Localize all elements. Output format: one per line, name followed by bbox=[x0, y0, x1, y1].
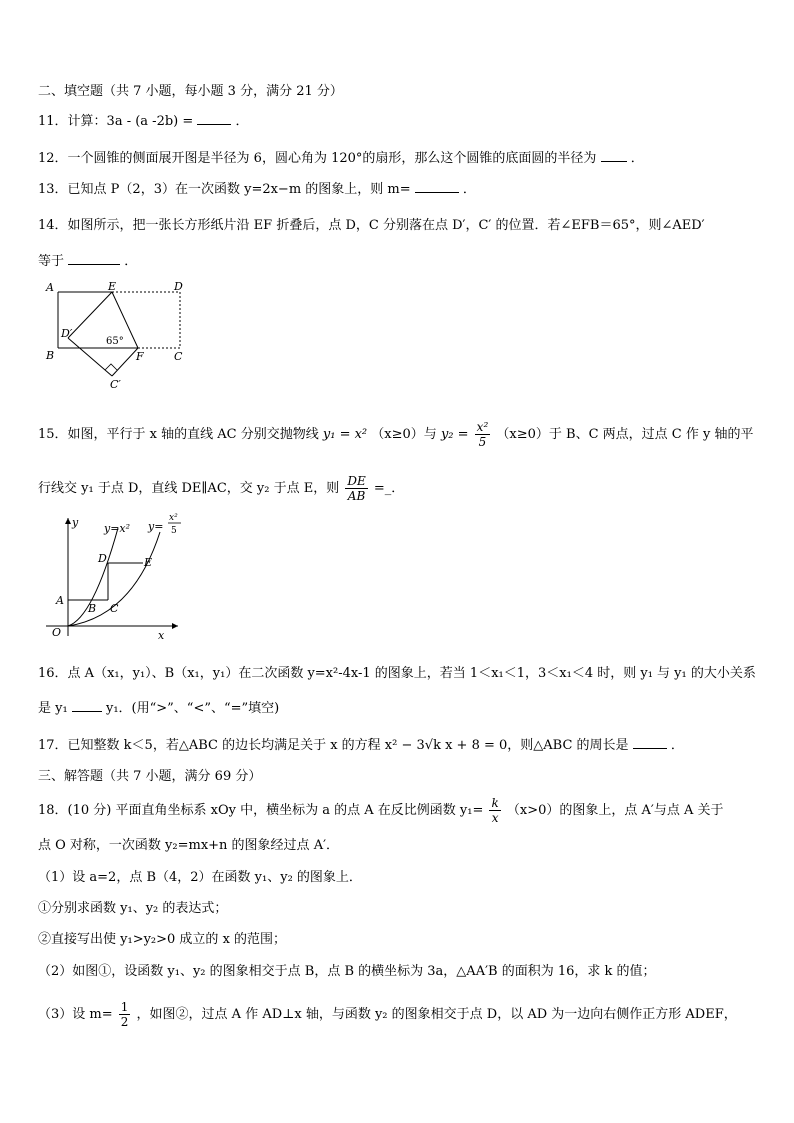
question-14-line2 bbox=[38, 250, 137, 269]
label-curve2-den: 5 bbox=[171, 526, 177, 536]
question-14-line2-text: 等于 bbox=[38, 254, 65, 269]
ratio-fraction bbox=[345, 474, 367, 503]
one-half-fraction bbox=[119, 1000, 131, 1029]
y2-formula-left: y₂ = bbox=[440, 427, 469, 442]
question-15 bbox=[38, 420, 753, 449]
question-17 bbox=[38, 734, 684, 753]
label-c: C bbox=[110, 602, 119, 615]
question-16-line2 bbox=[38, 697, 279, 716]
question-18-line2: 点 O 对称，一次函数 y₂=mx+n 的图象经过点 A′． bbox=[38, 838, 340, 853]
k-over-x-fraction bbox=[489, 796, 500, 825]
question-12-tail: ． bbox=[630, 151, 644, 166]
y1-formula: y₁ = x² bbox=[322, 427, 368, 442]
x-axis-arrow bbox=[172, 623, 178, 629]
k-numerator: k bbox=[491, 796, 499, 810]
answer-blank[interactable] bbox=[415, 180, 459, 193]
angle-label: 65° bbox=[106, 336, 124, 347]
question-16-line2-a: 是 y₁ bbox=[38, 701, 68, 716]
edge-ed-prime bbox=[68, 292, 112, 338]
answer-blank[interactable] bbox=[72, 699, 102, 712]
label-curve2-num: x² bbox=[169, 513, 178, 523]
question-12 bbox=[38, 147, 644, 166]
y-axis-arrow bbox=[65, 518, 71, 524]
label-a: A bbox=[56, 594, 64, 607]
question-13 bbox=[38, 178, 476, 197]
label-x: x bbox=[158, 629, 165, 642]
half-denominator: 2 bbox=[120, 1015, 129, 1029]
y2-numerator: x² bbox=[476, 420, 489, 434]
y2-denominator: 5 bbox=[478, 435, 487, 449]
label-e: E bbox=[144, 556, 153, 569]
question-11-tail: ． bbox=[235, 114, 249, 129]
answer-blank[interactable] bbox=[601, 149, 627, 162]
question-18-line1-b: （x>0）的图象上，点 A′与点 A 关于 bbox=[506, 803, 724, 818]
ratio-denominator: AB bbox=[347, 489, 366, 503]
edge-c-prime-f bbox=[112, 348, 138, 376]
label-o: O bbox=[52, 626, 62, 639]
question-14 bbox=[38, 214, 705, 233]
x-denominator: x bbox=[491, 811, 499, 825]
section-title-solutions: 三、解答题（共 7 小题，满分 69 分） bbox=[38, 769, 262, 784]
label-e: E bbox=[108, 280, 117, 293]
question-13-text: 13．已知点 P（2，3）在一次函数 y=2x−m 的图象上，则 m= bbox=[38, 182, 411, 197]
question-17-text: 17．已知整数 k＜5，若△ABC 的边长均满足关于 x 的方程 x² − 3√k x + 8 = 0，则△ABC 的周长是 bbox=[38, 738, 629, 753]
question-15-line2 bbox=[38, 474, 404, 503]
question-11-text: 11．计算：3a - (a -2b) = bbox=[38, 114, 194, 129]
label-d: D bbox=[174, 280, 183, 293]
question-16-text: 16．点 A（x₁，y₁）、B（x₁，y₁）在二次函数 y=x²-4x-1 的图象上，若当 1＜x₁＜1，3＜x₁＜4 时，则 y₁ 与 y₁ 的大小关系 bbox=[38, 666, 756, 681]
question-18-part1b: ②直接写出使 y₁>y₂>0 成立的 x 的范围； bbox=[38, 932, 287, 947]
label-c-prime: C′ bbox=[110, 378, 121, 391]
question-14-text: 14．如图所示，把一张长方形纸片沿 EF 折叠后，点 D，C 分别落在点 D′，C′ 的位置．若∠EFB＝65°，则∠AED′ bbox=[38, 218, 705, 233]
question-18-part2: （2）如图①，设函数 y₁、y₂ 的图象相交于点 B，点 B 的横坐标为 3a，△AA′B 的面积为 16，求 k 的值； bbox=[38, 964, 656, 979]
answer-blank[interactable] bbox=[633, 736, 667, 749]
ratio-numerator: DE bbox=[347, 474, 366, 488]
label-d-prime: D′ bbox=[61, 327, 73, 340]
question-18-part3 bbox=[38, 1000, 737, 1029]
question-15-tail: =_． bbox=[373, 481, 405, 496]
right-angle-mark bbox=[105, 364, 117, 370]
question-18-line1-a: 18．(10 分) 平面直角坐标系 xOy 中，横坐标为 a 的点 A 在反比例函数 y₁= bbox=[38, 803, 484, 818]
question-16-line2-b: y₁．(用“>”、“<”、“=”填空) bbox=[105, 701, 280, 716]
label-a: A bbox=[46, 281, 54, 294]
y2-fraction bbox=[475, 420, 491, 449]
question-17-tail: ． bbox=[670, 738, 684, 753]
question-18-part3-a: （3）设 m= bbox=[38, 1007, 113, 1022]
question-18-part1: （1）设 a=2，点 B（4，2）在函数 y₁、y₂ 的图象上． bbox=[38, 870, 362, 885]
question-18-part3-b: ，如图②，过点 A 作 AD⊥x 轴，与函数 y₂ 的图象相交于点 D，以 AD 为一边向右侧作正方形 ADEF， bbox=[136, 1007, 737, 1022]
question-18-part1a: ①分别求函数 y₁、y₂ 的表达式； bbox=[38, 901, 228, 916]
parabola-figure bbox=[38, 508, 188, 643]
question-15-line2-text: 行线交 y₁ 于点 D，直线 DE∥AC，交 y₂ 于点 E，则 bbox=[38, 481, 340, 496]
question-12-text: 12．一个圆锥的侧面展开图是半径为 6，圆心角为 120°的扇形，那么这个圆锥的底面圆的半径为 bbox=[38, 151, 597, 166]
answer-blank[interactable] bbox=[197, 112, 231, 125]
fold-rectangle-figure bbox=[40, 278, 190, 393]
label-b: B bbox=[46, 349, 55, 362]
label-curve1: y=x² bbox=[104, 522, 131, 535]
answer-blank[interactable] bbox=[68, 252, 120, 265]
question-16 bbox=[38, 662, 756, 681]
section-title-fill-in: 二、填空题（共 7 小题，每小题 3 分，满分 21 分） bbox=[38, 84, 343, 99]
label-c: C bbox=[174, 350, 183, 363]
label-d: D bbox=[98, 552, 107, 565]
label-curve2: y= bbox=[148, 520, 164, 533]
question-15-text-a: 15．如图，平行于 x 轴的直线 AC 分别交抛物线 bbox=[38, 427, 319, 442]
label-f: F bbox=[136, 350, 144, 363]
label-b: B bbox=[88, 602, 97, 615]
question-14-tail: ． bbox=[124, 254, 138, 269]
question-11 bbox=[38, 110, 249, 129]
question-13-tail: ． bbox=[462, 182, 476, 197]
condition-2: （x≥0）于 B、C 两点，过点 C 作 y 轴的平 bbox=[496, 427, 754, 442]
label-y: y bbox=[72, 516, 79, 529]
condition-1: （x≥0）与 bbox=[371, 427, 437, 442]
question-18 bbox=[38, 796, 724, 825]
half-numerator: 1 bbox=[120, 1000, 129, 1014]
